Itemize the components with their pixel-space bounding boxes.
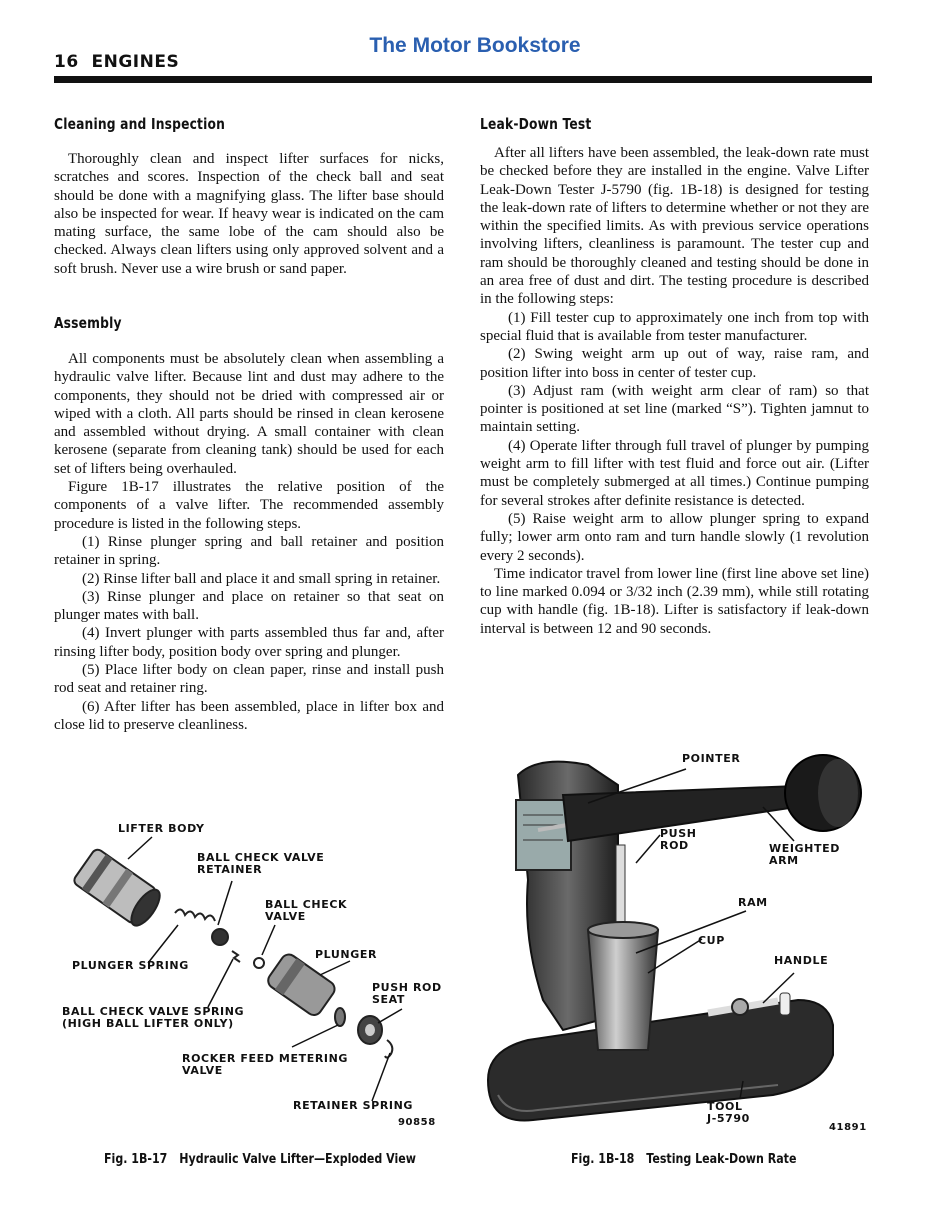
leakdown-step: (3) Adjust ram (with weight arm clear of ram) so that pointer is positioned at set line (marked “S”). Tighten jamnut to maintain setting. [480, 382, 869, 436]
cleaning-section [54, 150, 444, 278]
figure-caption-17 [104, 1152, 416, 1167]
label-pointer: POINTER [682, 752, 741, 765]
assembly-step: (5) Place lifter body on clean paper, rinse and install push rod seat and retainer ring. [54, 662, 444, 697]
header-rule [54, 76, 872, 83]
label-push-rod-seat [372, 982, 442, 1006]
label-retainer-spring: RETAINER SPRING [293, 1099, 414, 1112]
label-weighted-arm [769, 843, 840, 867]
leakdown-step: (1) Fill tester cup to approximately one inch from top with special fluid that is available from tester manufacturer. [480, 309, 869, 344]
check-ball-part [254, 958, 264, 968]
label-plunger: PLUNGER [315, 948, 378, 961]
leakdown-step: (2) Swing weight arm up out of way, raise ram, and position lifter into boss in center of tester cup. [480, 346, 869, 381]
label-lifter-body: LIFTER BODY [118, 822, 205, 835]
caption-number: Fig. 1B-18 [571, 1152, 635, 1167]
label-push-rod [660, 828, 697, 852]
page-number: 16 [54, 52, 79, 72]
plunger-spring-part [175, 909, 215, 921]
label-line: PUSH [660, 827, 697, 840]
label-line: ROD [660, 839, 689, 852]
label-ball-check-valve-retainer [197, 852, 324, 876]
section-title: ENGINES [91, 52, 180, 72]
label-line: RETAINER [197, 863, 263, 876]
label-ram: RAM [738, 896, 768, 909]
assembly-heading: Assembly [54, 314, 122, 332]
label-handle: HANDLE [774, 954, 829, 967]
figure-code-18: 41891 [829, 1122, 867, 1133]
label-tool [707, 1101, 750, 1125]
cleaning-heading: Cleaning and Inspection [54, 115, 226, 133]
store-name: The Motor Bookstore [369, 34, 581, 57]
assembly-step: (3) Rinse plunger and place on retainer so that seat on plunger mates with ball. [54, 588, 444, 624]
assembly-step: (1) Rinse plunger spring and ball retainer and position retainer in spring. [54, 533, 444, 569]
tester-base [488, 1000, 833, 1121]
figure-caption-18 [571, 1152, 796, 1167]
leakdown-step: (5) Raise weight arm to allow plunger spring to expand fully; lower arm onto ram and turn handle slowly (1 revolution every 2 seconds). [480, 510, 869, 564]
label-cup: CUP [698, 934, 725, 947]
label-line: VALVE [265, 910, 306, 923]
label-plunger-spring: PLUNGER SPRING [72, 959, 189, 972]
assembly-paragraph-1: All components must be absolutely clean when assembling a hydraulic valve lifter. Because lint and dust may adhere to the components, they should not be dried with compressed air or wiped with a cloth. All parts should be rinsed in clean kerosene and assembled without drying. A small container with clean kerosene (separate from cleaning tank) should be used for each set of lifters being overhauled. [54, 351, 444, 477]
leakdown-tester-photo [478, 745, 873, 1140]
assembly-step: (4) Invert plunger with parts assembled thus far and, after rinsing lifter body, position body over spring and plunger. [54, 625, 444, 660]
caption-text: Hydraulic Valve Lifter—Exploded View [179, 1152, 417, 1167]
leakdown-intro: After all lifters have been assembled, the leak-down rate must be checked before they are installed in the engine. Valve Lifter Leak-Down Tester J-5790 (fig. 1B-18) is designed for testing the leak-down rate of lifters to determine whether or not they are within the specified limits. As with previous service operations involving lifters, cleanliness is paramount. The tester cup and ram should be thoroughly cleaned and testing should be done in an area free of dust and dirt. The testing procedure is described in the following steps: [480, 145, 869, 308]
label-line: J-5790 [707, 1112, 750, 1125]
label-line: ROCKER FEED METERING [182, 1052, 349, 1065]
assembly-paragraph-2: Figure 1B-17 illustrates the relative position of the components of a valve lifter. The recommended assembly procedure is listed in the following steps. [54, 479, 444, 532]
assembly-step: (2) Rinse lifter ball and place it and small spring in retainer. [82, 570, 441, 587]
label-ball-check-valve-spring [62, 1006, 244, 1030]
figure-code-17: 90858 [398, 1117, 436, 1128]
leakdown-section [480, 144, 869, 638]
cleaning-paragraph: Thoroughly clean and inspect lifter surfaces for nicks, scratches and scores. Inspection of the check ball and seat should be done with a magnifying glass. The lifter base should also be inspected for wear. If heavy wear is indicated on the cam mating surface, the same lobe of the cam should also be checked. Always clean lifters using only approved solvent and a soft brush. Never use a wire brush or sand paper. [54, 151, 444, 277]
leakdown-heading: Leak-Down Test [480, 115, 592, 133]
caption-text: Testing Leak-Down Rate [646, 1152, 797, 1167]
assembly-section [54, 350, 444, 734]
gauge-dial [516, 800, 571, 870]
label-line: BALL CHECK VALVE SPRING [62, 1005, 245, 1018]
metering-valve-part [335, 1008, 345, 1026]
leakdown-step: (4) Operate lifter through full travel of plunger by pumping weight arm to fill lifter with test fluid and force out air. (Lifter must be completely submerged at all times.) Continue pumping for several strokes after definite resistance is detected. [480, 437, 869, 509]
tester-cup [588, 922, 658, 1050]
assembly-step: (6) After lifter has been assembled, place in lifter box and close lid to preserve cleanliness. [54, 698, 444, 733]
label-line: (HIGH BALL LIFTER ONLY) [62, 1017, 234, 1030]
push-rod-seat-part [358, 1016, 382, 1044]
lifter-body-part [72, 847, 165, 930]
small-spring-part [232, 951, 240, 962]
label-line: TOOL [707, 1100, 743, 1113]
label-rocker-feed-metering-valve [182, 1053, 348, 1077]
label-line: BALL CHECK VALVE [197, 851, 325, 864]
label-line: SEAT [372, 993, 405, 1006]
label-line: BALL CHECK [265, 898, 348, 911]
plunger-part [265, 951, 338, 1018]
label-line: ARM [769, 854, 799, 867]
retainer-part [212, 929, 228, 945]
caption-number: Fig. 1B-17 [104, 1152, 168, 1167]
label-line: VALVE [182, 1064, 223, 1077]
leakdown-closing: Time indicator travel from lower line (first line above set line) to line marked 0.094 or 3/32 inch (2.39 mm), while still rotating cup with handle (fig. 1B-18). Lifter is satisfactory if leak-down interval is between 12 and 90 seconds. [480, 565, 869, 637]
label-line: PUSH ROD [372, 981, 442, 994]
label-line: WEIGHTED [769, 842, 840, 855]
label-ball-check-valve [265, 899, 347, 923]
